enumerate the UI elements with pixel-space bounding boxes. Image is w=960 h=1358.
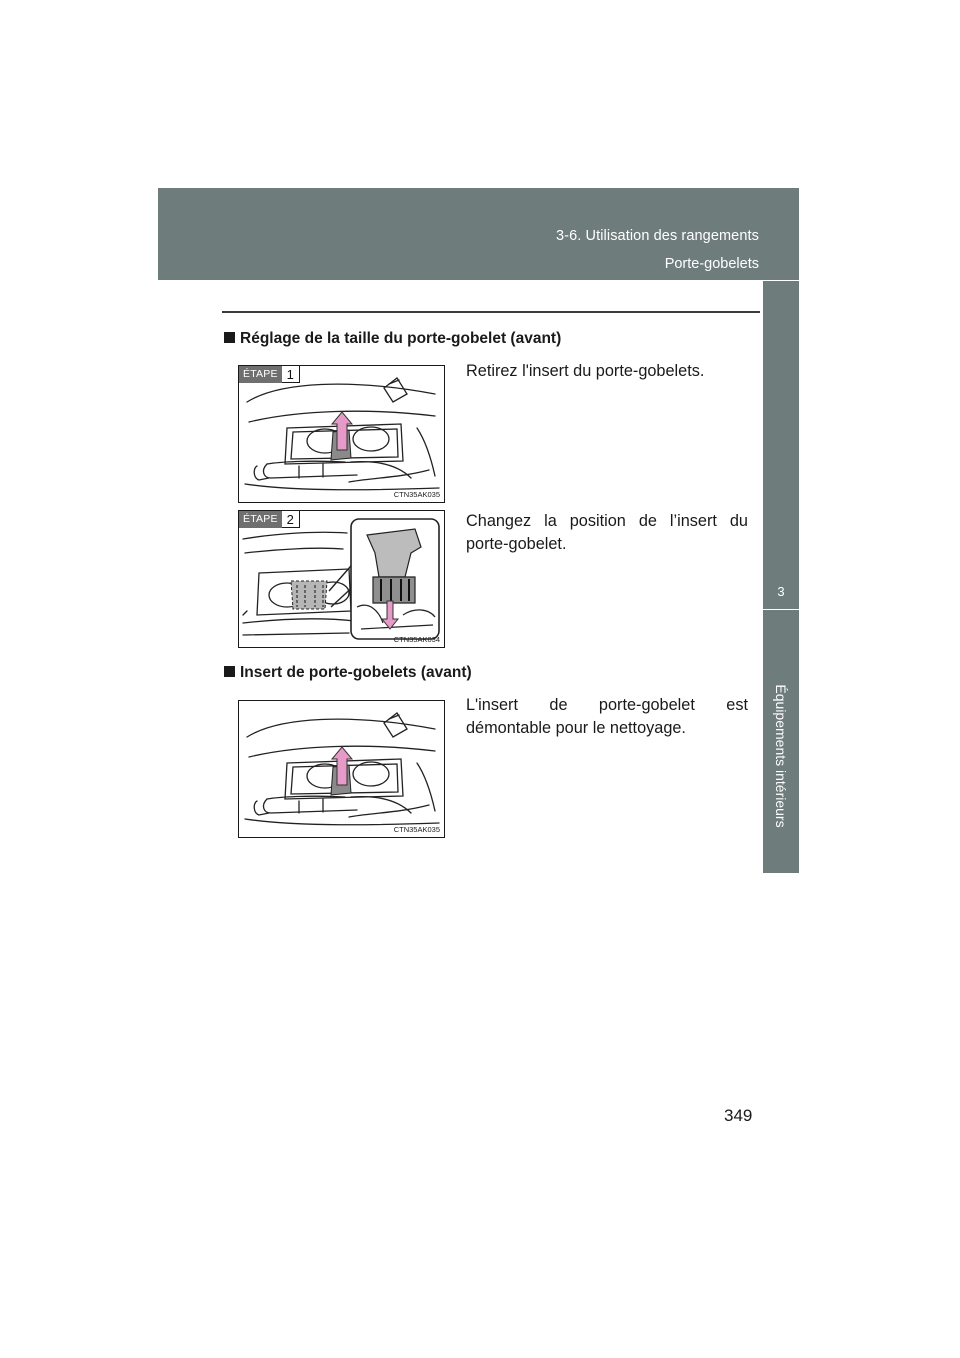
- figure-insert: [238, 700, 445, 838]
- figure-code: CTN35AK035: [393, 490, 440, 499]
- insert-text: L'insert de porte-gobelet est démontable pour le nettoyage.: [466, 696, 748, 737]
- cupholder-illustration: [239, 701, 444, 837]
- figure-step-2: [238, 510, 445, 648]
- content-top-rule: [222, 311, 760, 313]
- heading-square-bullet: [224, 332, 235, 343]
- cupholder-insert-illustration: [239, 511, 444, 647]
- chapter-title: Équipements intérieurs: [773, 684, 789, 828]
- page-number: 349: [724, 1106, 753, 1125]
- header-section-title: 3-6. Utilisation des rangements: [556, 228, 759, 244]
- step-badge-number: 2: [282, 511, 300, 528]
- cupholder-illustration: [239, 366, 444, 502]
- section-heading-text: Réglage de la taille du porte-gobelet (avant): [240, 330, 562, 347]
- step-badge-number: 1: [282, 366, 300, 383]
- step-badge-word: ÉTAPE: [239, 511, 282, 528]
- figure-step-1: [238, 365, 445, 503]
- heading-square-bullet: [224, 666, 235, 677]
- step-badge-2: [239, 511, 300, 528]
- step-badge-word: ÉTAPE: [239, 366, 282, 383]
- header-band: [158, 188, 799, 280]
- step-badge-1: [239, 366, 300, 383]
- chapter-number: 3: [777, 584, 785, 599]
- step-1-text: Retirez l'insert du porte-gobelets.: [466, 362, 705, 380]
- step-2-text: Changez la position de l’insert du porte-gobelet.: [466, 512, 748, 553]
- chapter-side-tab: [763, 281, 799, 873]
- section-heading-insert: [224, 664, 472, 682]
- section-heading-text: Insert de porte-gobelets (avant): [240, 664, 472, 681]
- header-subsection-title: Porte-gobelets: [664, 256, 759, 272]
- chapter-divider: [763, 609, 799, 610]
- figure-code: CTN35AK035: [393, 825, 440, 834]
- figure-code: CTN35AK034: [393, 635, 440, 644]
- section-heading-size-adjust: [224, 330, 561, 348]
